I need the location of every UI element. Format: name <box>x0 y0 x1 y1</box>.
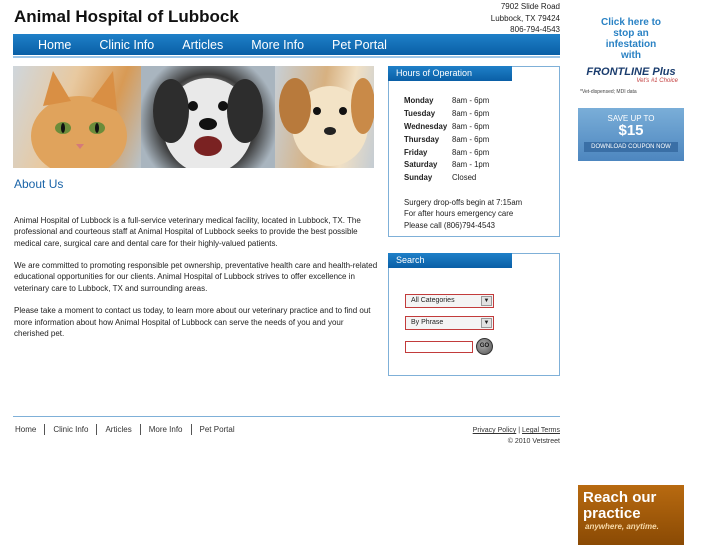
ad-headline-line: Click here to <box>600 17 662 28</box>
clinic-phone: 806-794-4543 <box>510 25 560 34</box>
legal-terms-link[interactable]: Legal Terms <box>521 427 560 434</box>
hours-notes <box>404 197 522 231</box>
site-title: Animal Hospital of Lubbock <box>14 7 239 26</box>
reach-ad-tagline: anywhere, anytime. <box>585 522 659 531</box>
hours-note: For after hours emergency care <box>404 209 514 219</box>
footer-link-clinic-info[interactable]: Clinic Info <box>45 424 97 435</box>
privacy-policy-link[interactable]: Privacy Policy <box>472 427 517 434</box>
footer-link-more-info[interactable]: More Info <box>141 424 192 435</box>
cat-photo <box>13 66 141 168</box>
hours-time: 8am - 1pm <box>452 160 490 170</box>
hours-time: Closed <box>452 173 477 183</box>
nav-more-info[interactable]: More Info <box>251 37 305 52</box>
go-button[interactable]: GO <box>476 338 493 355</box>
footer-legal <box>473 425 560 447</box>
coupon-banner[interactable] <box>578 108 684 161</box>
footer-link-home[interactable]: Home <box>15 424 45 435</box>
search-mode-select[interactable] <box>405 316 494 330</box>
hours-day: Friday <box>404 147 428 157</box>
about-paragraph: Please take a moment to contact us today, to learn more about our veterinary practice and to find out more information about how Animal Hospital of Lubbock can serve the needs of you and your cherished pet. <box>14 306 371 338</box>
hours-row <box>404 133 489 146</box>
hours-box <box>388 66 560 237</box>
hours-title: Hours of Operation <box>388 66 512 81</box>
about-paragraph: We are committed to promoting responsible pet ownership, preventative health care and health-related educational opportunities for our clients. Animal Hospital of Lubbock strives to offer excellence in veterinary care to Lubbock, TX and surrounding areas. <box>14 261 378 293</box>
frontline-ad[interactable] <box>578 14 684 162</box>
download-coupon-button[interactable]: DOWNLOAD COUPON NOW <box>584 142 678 152</box>
hours-row <box>404 94 489 107</box>
address-line-2: Lubbock, TX 79424 <box>490 13 560 23</box>
coupon-amount: $15 <box>618 122 644 139</box>
hours-day: Tuesday <box>404 108 436 118</box>
about-body <box>14 215 378 351</box>
frontline-logo: FRONTLINE Plus <box>586 66 676 78</box>
reach-practice-ad[interactable] <box>578 485 684 545</box>
hours-day: Monday <box>404 95 434 105</box>
search-mode-value: By Phrase <box>411 319 444 326</box>
puppy-photo <box>275 66 374 168</box>
nav-pet-portal[interactable]: Pet Portal <box>332 37 387 52</box>
ad-headline-line: with <box>621 50 641 61</box>
search-title: Search <box>388 253 512 268</box>
hours-row <box>404 107 489 120</box>
reach-ad-line: practice <box>583 505 641 522</box>
clinic-address <box>491 1 560 36</box>
footer-link-articles[interactable]: Articles <box>97 424 140 435</box>
main-nav <box>13 34 560 55</box>
hours-time: 8am - 6pm <box>452 121 490 131</box>
hours-row <box>404 120 489 133</box>
ad-disclaimer: *Vet-dispensed; MDI data <box>580 89 637 95</box>
hours-note: Please call (806)794-4543 <box>404 220 496 230</box>
hours-row <box>404 146 489 159</box>
reach-ad-line: Reach our <box>583 489 657 506</box>
nav-divider <box>13 56 560 58</box>
category-select[interactable] <box>405 294 494 308</box>
hours-note: Surgery drop-offs begin at 7:15am <box>404 198 523 207</box>
hours-table <box>404 94 489 184</box>
dog-photo <box>141 66 275 168</box>
search-input[interactable] <box>405 341 473 353</box>
hours-time: 8am - 6pm <box>452 134 490 144</box>
about-title: About Us <box>14 177 64 191</box>
footer-nav <box>15 424 243 435</box>
address-line-1: 7902 Slide Road <box>500 2 560 11</box>
about-paragraph: Animal Hospital of Lubbock is a full-service veterinary medical facility, located in Lubbock, TX. The professional and courteous staff at Animal Hospital of Lubbock seeks to provide the best possible medical care, surgical care and dental care for their highly-valued patients. <box>14 216 361 248</box>
nav-articles[interactable]: Articles <box>182 37 224 52</box>
ad-headline-line: infestation <box>605 39 657 50</box>
chevron-down-icon[interactable]: ▼ <box>481 296 492 306</box>
ad-headline-line: stop an <box>613 28 649 39</box>
hours-time: 8am - 6pm <box>452 108 490 118</box>
hours-row <box>404 171 489 184</box>
ad-tagline: Vet's #1 Choice <box>636 78 678 84</box>
category-select-value: All Categories <box>411 297 455 304</box>
hero-pets-banner <box>13 66 374 168</box>
nav-clinic-info[interactable]: Clinic Info <box>99 37 155 52</box>
ad-headline <box>578 14 684 61</box>
search-box <box>388 253 560 376</box>
hours-day: Saturday <box>404 160 438 170</box>
footer-link-pet-portal[interactable]: Pet Portal <box>199 425 235 434</box>
hours-row <box>404 158 489 171</box>
chevron-down-icon[interactable]: ▼ <box>481 318 492 328</box>
hours-day: Thursday <box>404 134 440 144</box>
footer-divider <box>13 416 560 417</box>
footer-separator: | <box>518 427 521 434</box>
hours-time: 8am - 6pm <box>452 147 490 157</box>
hours-day: Wednesday <box>404 121 448 131</box>
coupon-text: SAVE UP TO <box>607 114 655 123</box>
hours-time: 8am - 6pm <box>452 95 490 105</box>
hours-day: Sunday <box>404 173 433 183</box>
nav-home[interactable]: Home <box>38 37 72 52</box>
copyright: © 2010 Vetstreet <box>507 438 560 445</box>
